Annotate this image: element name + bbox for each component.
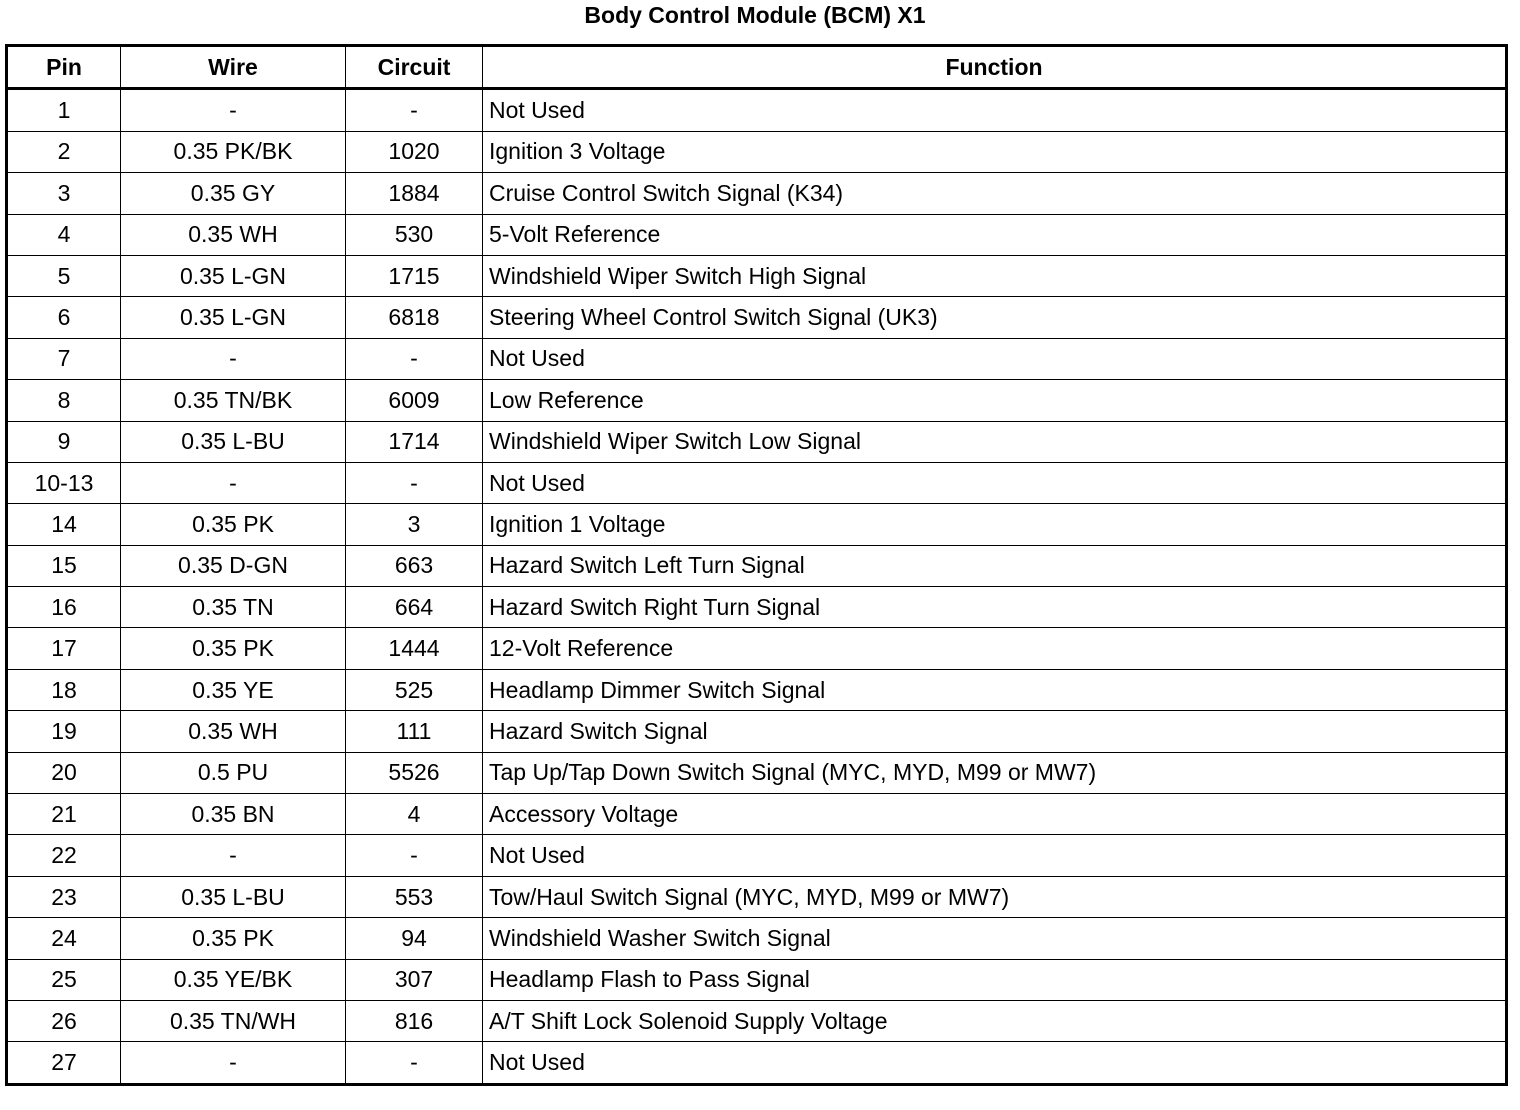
table-row [7,173,1507,214]
wire-cell: 0.35 TN [121,587,346,628]
function-cell: Tap Up/Tap Down Switch Signal (MYC, MYD, M99 or MW7) [483,752,1507,793]
pin-cell: 26 [7,1000,121,1041]
table-header [7,46,1507,89]
page-title: Body Control Module (BCM) X1 [584,2,926,28]
table-row [7,711,1507,752]
wire-cell: - [121,89,346,131]
header-row [7,46,1507,89]
function-cell: Headlamp Dimmer Switch Signal [483,669,1507,710]
function-cell: Low Reference [483,380,1507,421]
wire-cell: 0.35 PK [121,918,346,959]
pin-cell: 19 [7,711,121,752]
pin-cell: 20 [7,752,121,793]
function-cell: Tow/Haul Switch Signal (MYC, MYD, M99 or MW7) [483,876,1507,917]
pin-cell: 24 [7,918,121,959]
table-row [7,338,1507,379]
function-cell: Windshield Wiper Switch Low Signal [483,421,1507,462]
function-cell: Steering Wheel Control Switch Signal (UK3) [483,297,1507,338]
pin-cell: 2 [7,131,121,172]
function-cell: 5-Volt Reference [483,214,1507,255]
pin-cell: 8 [7,380,121,421]
function-cell: Hazard Switch Signal [483,711,1507,752]
function-cell: Headlamp Flash to Pass Signal [483,959,1507,1000]
table-row [7,918,1507,959]
table-row [7,380,1507,421]
table-row [7,131,1507,172]
table-row [7,794,1507,835]
table-body [7,89,1507,1084]
wire-cell: 0.35 PK [121,628,346,669]
circuit-cell: 1715 [346,255,483,296]
pin-cell: 15 [7,545,121,586]
function-cell: Not Used [483,835,1507,876]
pin-cell: 23 [7,876,121,917]
wire-cell: - [121,462,346,503]
pin-cell: 27 [7,1042,121,1084]
circuit-cell: - [346,89,483,131]
wire-cell: 0.35 BN [121,794,346,835]
function-cell: Not Used [483,89,1507,131]
circuit-cell: 663 [346,545,483,586]
pin-cell: 3 [7,173,121,214]
table-row [7,504,1507,545]
circuit-cell: 1444 [346,628,483,669]
wire-cell: 0.35 D-GN [121,545,346,586]
function-cell: Windshield Wiper Switch High Signal [483,255,1507,296]
table-row [7,462,1507,503]
function-cell: Hazard Switch Left Turn Signal [483,545,1507,586]
table-row [7,628,1507,669]
circuit-cell: 525 [346,669,483,710]
table-row [7,835,1507,876]
circuit-cell: 553 [346,876,483,917]
wire-cell: 0.5 PU [121,752,346,793]
pin-cell: 9 [7,421,121,462]
circuit-cell: 111 [346,711,483,752]
table-row [7,876,1507,917]
pin-cell: 18 [7,669,121,710]
table-row [7,959,1507,1000]
circuit-cell: 1714 [346,421,483,462]
function-cell: A/T Shift Lock Solenoid Supply Voltage [483,1000,1507,1041]
table-row [7,669,1507,710]
pin-cell: 1 [7,89,121,131]
pin-cell: 16 [7,587,121,628]
wire-cell: 0.35 TN/BK [121,380,346,421]
circuit-cell: - [346,835,483,876]
connector-pinout-table [5,44,1508,1086]
circuit-cell: - [346,462,483,503]
table-row [7,214,1507,255]
wire-cell: 0.35 TN/WH [121,1000,346,1041]
table-row [7,1000,1507,1041]
pin-cell: 4 [7,214,121,255]
table-row [7,255,1507,296]
column-header-function: Function [483,46,1507,89]
table-row [7,297,1507,338]
circuit-cell: 1884 [346,173,483,214]
circuit-cell: 530 [346,214,483,255]
wire-cell: 0.35 L-GN [121,255,346,296]
wire-cell: - [121,1042,346,1084]
wire-cell: 0.35 PK [121,504,346,545]
function-cell: 12-Volt Reference [483,628,1507,669]
pin-cell: 10-13 [7,462,121,503]
function-cell: Cruise Control Switch Signal (K34) [483,173,1507,214]
wire-cell: 0.35 WH [121,711,346,752]
pin-cell: 25 [7,959,121,1000]
circuit-cell: 5526 [346,752,483,793]
pin-cell: 22 [7,835,121,876]
pin-cell: 17 [7,628,121,669]
table-row [7,89,1507,131]
wire-cell: 0.35 YE [121,669,346,710]
function-cell: Ignition 1 Voltage [483,504,1507,545]
circuit-cell: 664 [346,587,483,628]
table-row [7,421,1507,462]
circuit-cell: 6009 [346,380,483,421]
circuit-cell: 3 [346,504,483,545]
circuit-cell: 6818 [346,297,483,338]
pin-cell: 6 [7,297,121,338]
table-row [7,752,1507,793]
pin-cell: 7 [7,338,121,379]
wire-cell: 0.35 PK/BK [121,131,346,172]
pin-cell: 5 [7,255,121,296]
wire-cell: 0.35 WH [121,214,346,255]
function-cell: Not Used [483,338,1507,379]
function-cell: Accessory Voltage [483,794,1507,835]
circuit-cell: 816 [346,1000,483,1041]
column-header-wire: Wire [121,46,346,89]
circuit-cell: - [346,1042,483,1084]
wire-cell: - [121,835,346,876]
circuit-cell: 4 [346,794,483,835]
circuit-cell: 1020 [346,131,483,172]
pin-cell: 21 [7,794,121,835]
circuit-cell: 307 [346,959,483,1000]
wire-cell: 0.35 L-BU [121,876,346,917]
function-cell: Ignition 3 Voltage [483,131,1507,172]
column-header-circuit: Circuit [346,46,483,89]
wire-cell: 0.35 GY [121,173,346,214]
table-row [7,545,1507,586]
function-cell: Windshield Washer Switch Signal [483,918,1507,959]
table-row [7,587,1507,628]
circuit-cell: 94 [346,918,483,959]
function-cell: Hazard Switch Right Turn Signal [483,587,1507,628]
pin-cell: 14 [7,504,121,545]
column-header-pin: Pin [7,46,121,89]
function-cell: Not Used [483,462,1507,503]
wire-cell: 0.35 L-GN [121,297,346,338]
wire-cell: - [121,338,346,379]
wire-cell: 0.35 YE/BK [121,959,346,1000]
circuit-cell: - [346,338,483,379]
function-cell: Not Used [483,1042,1507,1084]
wire-cell: 0.35 L-BU [121,421,346,462]
table-row [7,1042,1507,1084]
